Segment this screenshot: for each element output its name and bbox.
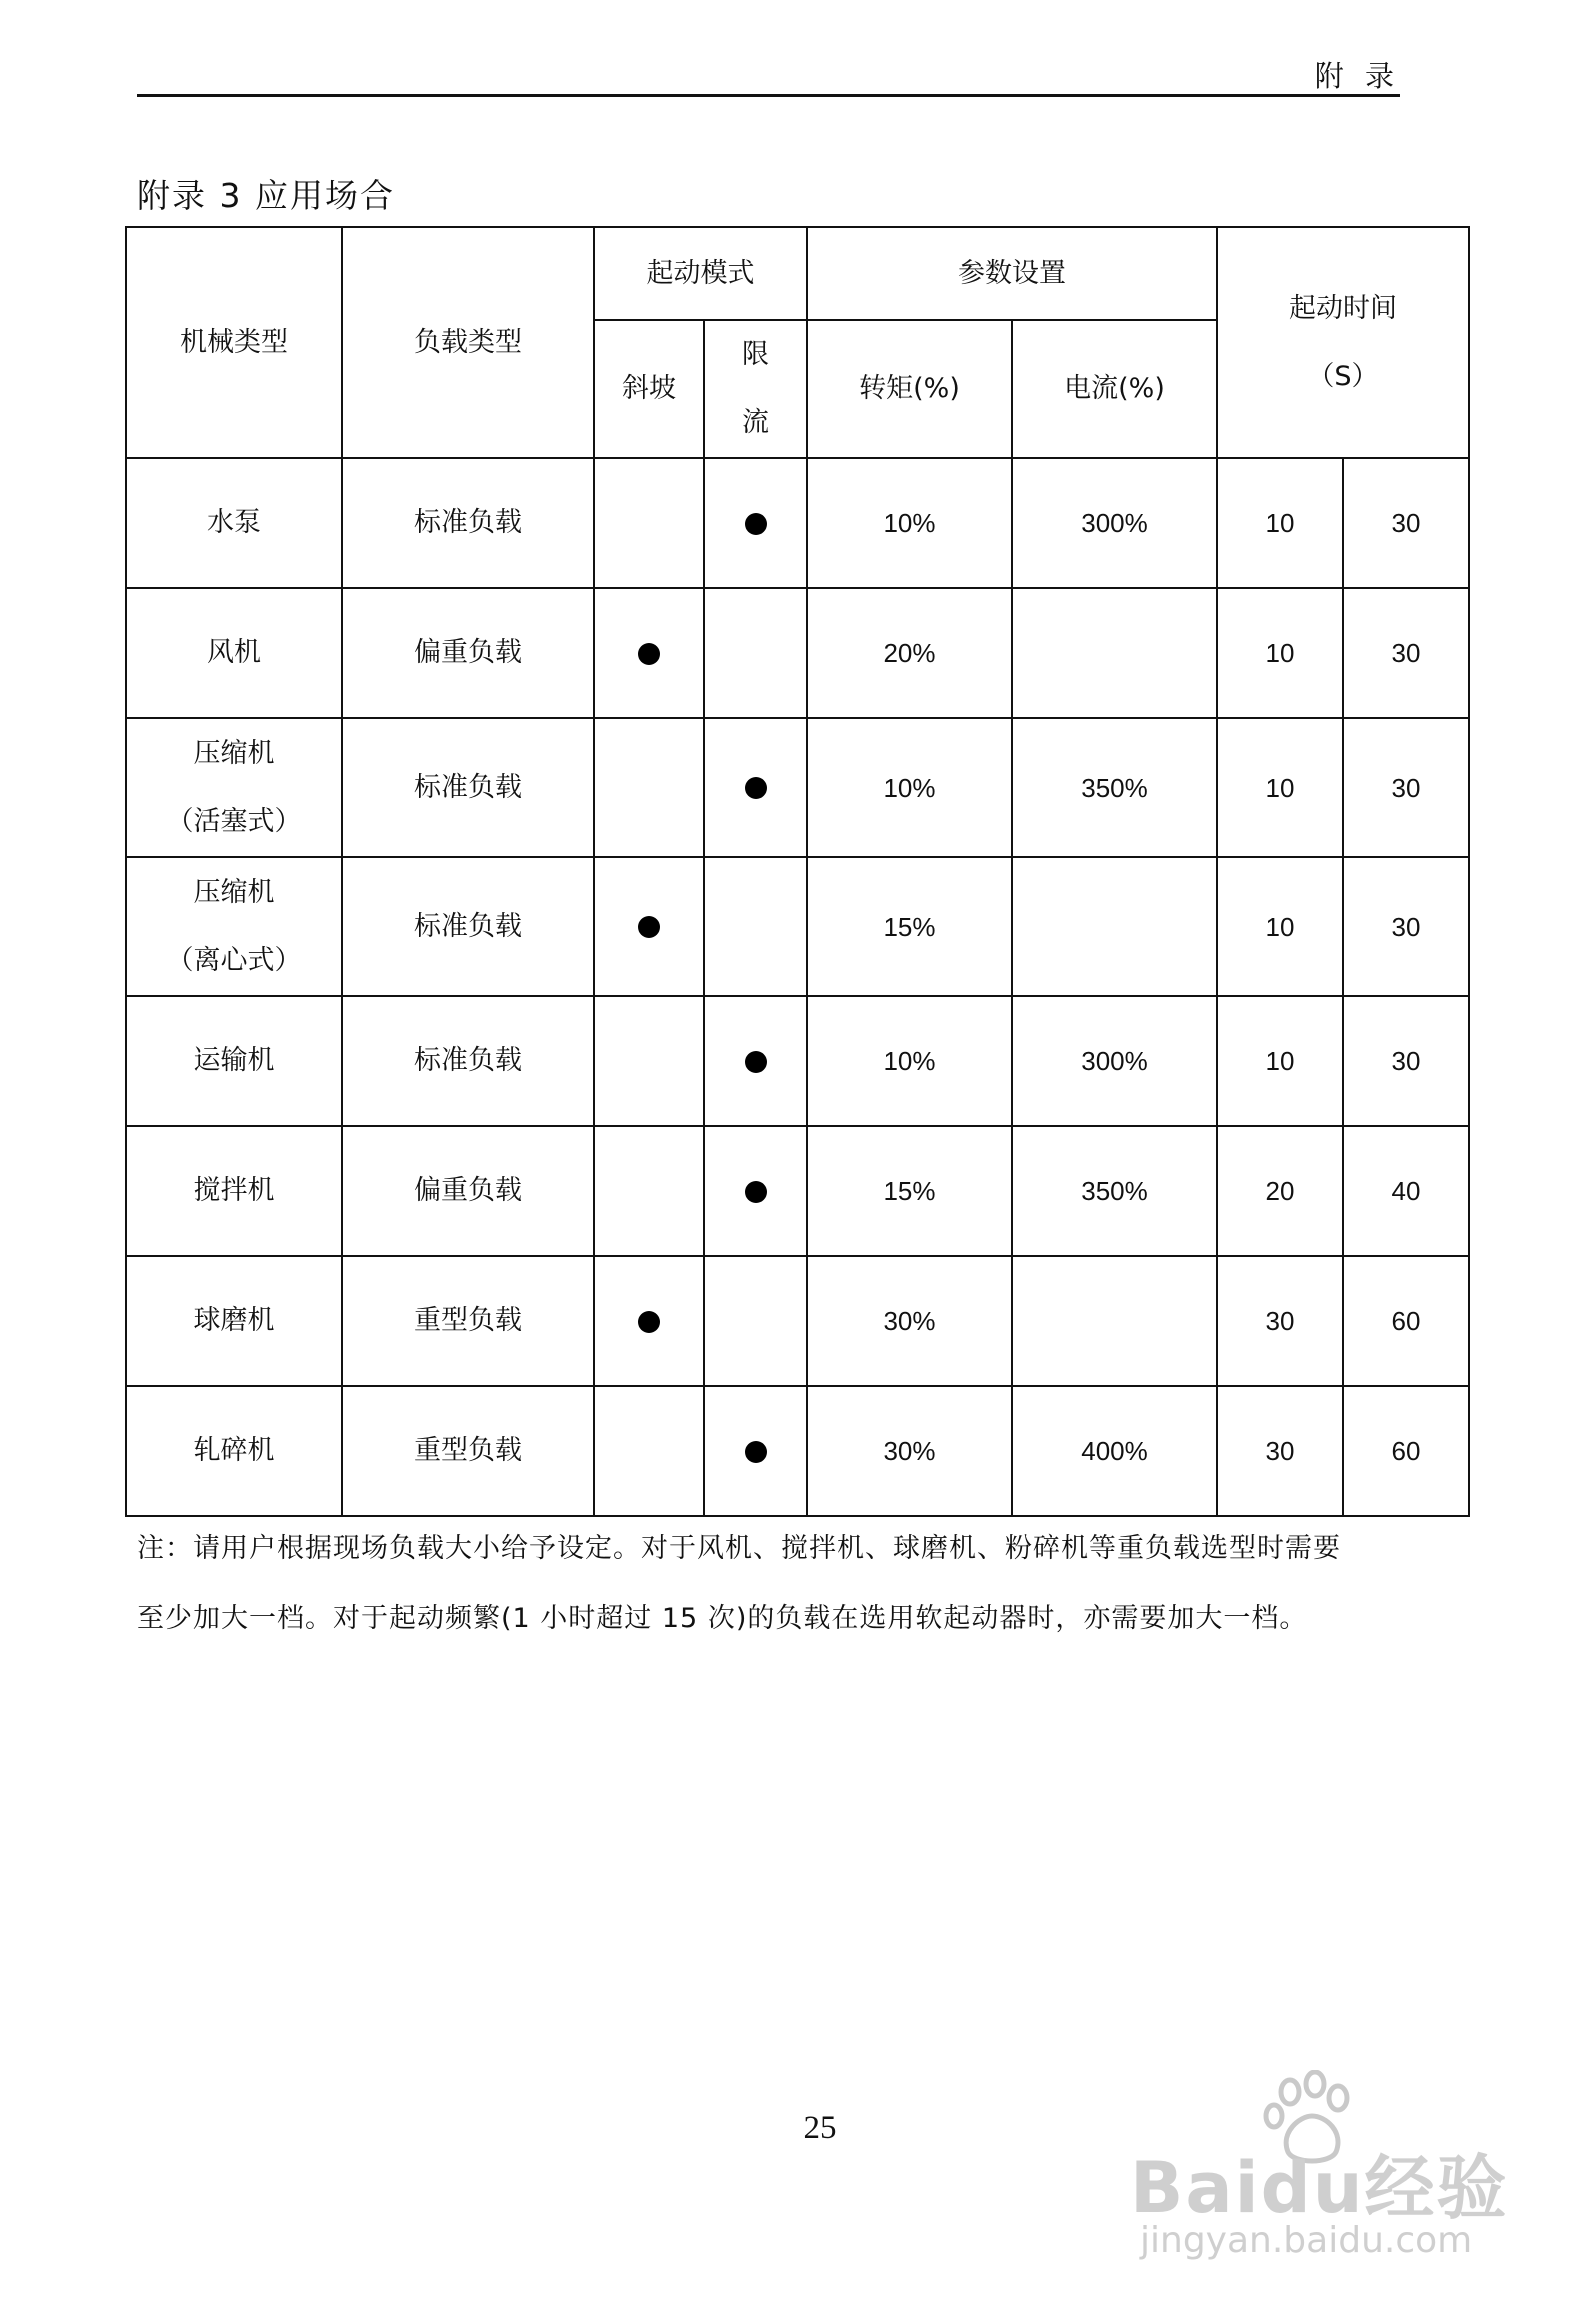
cell-torque: 10% bbox=[807, 996, 1012, 1126]
cell-current-limit bbox=[704, 458, 807, 588]
table-body bbox=[126, 458, 1469, 1516]
cell-current-limit bbox=[704, 996, 807, 1126]
baidu-watermark bbox=[1130, 2070, 1510, 2270]
header-machine-type: 机械类型 bbox=[126, 227, 342, 458]
header-start-time-unit: （S） bbox=[1307, 360, 1379, 392]
table-row bbox=[126, 996, 1469, 1126]
cell-ramp bbox=[594, 857, 704, 996]
machine-name: 风机 bbox=[207, 637, 261, 668]
header-current: 电流(%) bbox=[1012, 320, 1217, 458]
note-line-2: 至少加大一档。对于起动频繁(1 小时超过 15 次)的负载在选用软起动器时，亦需要加大一档。 bbox=[137, 1603, 1308, 1634]
cell-start-time-min: 30 bbox=[1217, 1256, 1343, 1386]
cell-start-time-max: 30 bbox=[1343, 996, 1469, 1126]
cell-torque: 10% bbox=[807, 458, 1012, 588]
cell-torque: 30% bbox=[807, 1256, 1012, 1386]
machine-name: 水泵 bbox=[207, 507, 261, 538]
machine-name: 运输机 bbox=[193, 1045, 275, 1076]
cell-machine-type bbox=[126, 588, 342, 718]
cell-torque: 20% bbox=[807, 588, 1012, 718]
machine-name: 球磨机 bbox=[193, 1305, 275, 1336]
cell-start-time-min: 10 bbox=[1217, 718, 1343, 857]
cell-ramp bbox=[594, 588, 704, 718]
cell-current-limit bbox=[704, 718, 807, 857]
machine-name: 压缩机 bbox=[193, 737, 275, 769]
machine-name: 搅拌机 bbox=[193, 1175, 275, 1206]
header-current-limit bbox=[704, 320, 807, 458]
cell-current bbox=[1012, 857, 1217, 996]
header-current-limit-line2: 流 bbox=[742, 407, 769, 438]
cell-machine-type bbox=[126, 1386, 342, 1516]
bullet-dot-icon bbox=[745, 777, 767, 799]
page-number: 25 bbox=[803, 2110, 837, 2146]
cell-machine-type bbox=[126, 458, 342, 588]
header-divider bbox=[137, 94, 1400, 97]
table-row bbox=[126, 588, 1469, 718]
cell-load-type: 偏重负载 bbox=[342, 1126, 594, 1256]
table-row bbox=[126, 1386, 1469, 1516]
table-header bbox=[126, 227, 1469, 458]
cell-current: 400% bbox=[1012, 1386, 1217, 1516]
cell-machine-type bbox=[126, 718, 342, 857]
header-start-time bbox=[1217, 227, 1469, 458]
cell-current bbox=[1012, 588, 1217, 718]
watermark-logo-text: Baidu经验 bbox=[1130, 2147, 1509, 2229]
machine-subtype: （离心式） bbox=[166, 944, 302, 976]
bullet-dot-icon bbox=[745, 1181, 767, 1203]
cell-ramp bbox=[594, 996, 704, 1126]
table-row bbox=[126, 1256, 1469, 1386]
cell-load-type: 重型负载 bbox=[342, 1256, 594, 1386]
bullet-dot-icon bbox=[638, 1311, 660, 1333]
header-load-type: 负载类型 bbox=[342, 227, 594, 458]
cell-ramp bbox=[594, 1386, 704, 1516]
machine-name: 压缩机 bbox=[193, 876, 275, 908]
header-start-mode: 起动模式 bbox=[594, 227, 807, 320]
cell-load-type: 标准负载 bbox=[342, 458, 594, 588]
cell-torque: 15% bbox=[807, 1126, 1012, 1256]
bullet-dot-icon bbox=[745, 513, 767, 535]
cell-start-time-min: 10 bbox=[1217, 588, 1343, 718]
header-current-limit-line1: 限 bbox=[742, 339, 769, 370]
table-row bbox=[126, 458, 1469, 588]
machine-name: 轧碎机 bbox=[193, 1435, 275, 1466]
cell-start-time-min: 10 bbox=[1217, 458, 1343, 588]
cell-current-limit bbox=[704, 588, 807, 718]
cell-machine-type bbox=[126, 1256, 342, 1386]
cell-load-type: 标准负载 bbox=[342, 996, 594, 1126]
cell-machine-type bbox=[126, 996, 342, 1126]
cell-load-type: 偏重负载 bbox=[342, 588, 594, 718]
table-row bbox=[126, 857, 1469, 996]
cell-current: 300% bbox=[1012, 996, 1217, 1126]
cell-current: 350% bbox=[1012, 1126, 1217, 1256]
header-parameter-settings: 参数设置 bbox=[807, 227, 1217, 320]
cell-ramp bbox=[594, 718, 704, 857]
page-header-label: 附 录 bbox=[1314, 59, 1400, 93]
cell-start-time-max: 60 bbox=[1343, 1386, 1469, 1516]
cell-ramp bbox=[594, 1256, 704, 1386]
cell-start-time-min: 30 bbox=[1217, 1386, 1343, 1516]
header-ramp: 斜坡 bbox=[594, 320, 704, 458]
cell-current bbox=[1012, 1256, 1217, 1386]
cell-load-type: 重型负载 bbox=[342, 1386, 594, 1516]
bullet-dot-icon bbox=[745, 1051, 767, 1073]
cell-current-limit bbox=[704, 1256, 807, 1386]
bullet-dot-icon bbox=[638, 643, 660, 665]
cell-start-time-max: 40 bbox=[1343, 1126, 1469, 1256]
cell-current-limit bbox=[704, 857, 807, 996]
cell-load-type: 标准负载 bbox=[342, 857, 594, 996]
cell-ramp bbox=[594, 1126, 704, 1256]
watermark-url: jingyan.baidu.com bbox=[1140, 2220, 1473, 2261]
cell-current: 300% bbox=[1012, 458, 1217, 588]
cell-start-time-max: 60 bbox=[1343, 1256, 1469, 1386]
note-line-1: 注：请用户根据现场负载大小给予设定。对于风机、搅拌机、球磨机、粉碎机等重负载选型时需要 bbox=[137, 1533, 1341, 1564]
bullet-dot-icon bbox=[745, 1441, 767, 1463]
cell-torque: 15% bbox=[807, 857, 1012, 996]
cell-start-time-min: 10 bbox=[1217, 857, 1343, 996]
cell-start-time-min: 20 bbox=[1217, 1126, 1343, 1256]
cell-current-limit bbox=[704, 1386, 807, 1516]
table-row bbox=[126, 718, 1469, 857]
cell-ramp bbox=[594, 458, 704, 588]
application-table bbox=[125, 226, 1470, 1517]
cell-torque: 30% bbox=[807, 1386, 1012, 1516]
cell-start-time-max: 30 bbox=[1343, 718, 1469, 857]
cell-start-time-max: 30 bbox=[1343, 857, 1469, 996]
cell-start-time-max: 30 bbox=[1343, 588, 1469, 718]
machine-subtype: （活塞式） bbox=[166, 805, 302, 837]
cell-machine-type bbox=[126, 857, 342, 996]
cell-current: 350% bbox=[1012, 718, 1217, 857]
cell-start-time-max: 30 bbox=[1343, 458, 1469, 588]
cell-current-limit bbox=[704, 1126, 807, 1256]
header-start-time-label: 起动时间 bbox=[1289, 292, 1397, 324]
cell-machine-type bbox=[126, 1126, 342, 1256]
cell-torque: 10% bbox=[807, 718, 1012, 857]
cell-start-time-min: 10 bbox=[1217, 996, 1343, 1126]
table-row bbox=[126, 1126, 1469, 1256]
cell-load-type: 标准负载 bbox=[342, 718, 594, 857]
bullet-dot-icon bbox=[638, 916, 660, 938]
section-title: 附录 3 应用场合 bbox=[137, 176, 395, 215]
header-torque: 转矩(%) bbox=[807, 320, 1012, 458]
